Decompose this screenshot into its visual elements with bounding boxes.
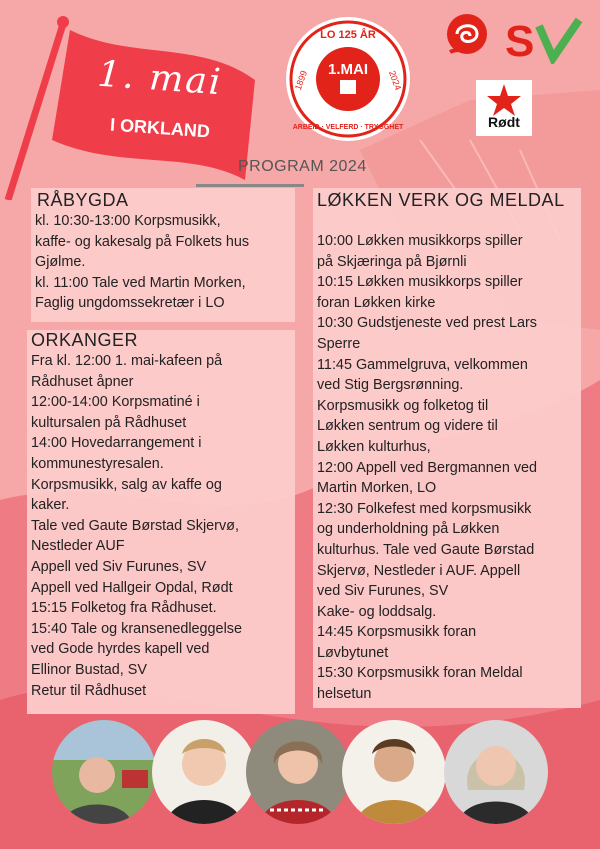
list-item: kaker. [31, 497, 70, 514]
list-item: foran Løkken kirke [317, 294, 436, 311]
list-item: kl. 10:30-13:00 Korpsmusikk, [35, 213, 221, 229]
orkanger-section [27, 330, 295, 714]
badge-bottom-text: ARBEID · VELFERD · TRYGGHET [292, 124, 404, 131]
ap-rose-icon [442, 12, 492, 60]
list-item: 14:00 Hovedarrangement i [31, 435, 202, 452]
list-item: på Skjæringa på Bjørnli [317, 253, 467, 270]
badge-center-text: 1.MAI [327, 61, 369, 78]
list-item: Rådhuset åpner [31, 373, 134, 390]
person-photo-4 [342, 720, 446, 824]
list-item: Appell ved Siv Furunes, SV [31, 558, 207, 575]
list-item: Tale ved Gaute Børstad Skjervø, [31, 517, 239, 534]
list-item: Kake- og loddsalg. [317, 603, 437, 620]
lokken-title: LØKKEN VERK OG MELDAL [317, 190, 565, 210]
person-photo-1 [52, 720, 156, 824]
program-heading: PROGRAM 2024 [238, 158, 367, 175]
list-item: Appell ved Hallgeir Opdal, Rødt [31, 579, 233, 596]
list-item: 15:15 Folketog fra Rådhuset. [31, 600, 217, 617]
person-photo-3 [246, 720, 350, 824]
list-item: 12:00 Appell ved Bergmannen ved [317, 459, 538, 476]
list-item: 10:00 Løkken musikkorps spiller [317, 233, 523, 249]
list-item: 10:15 Løkken musikkorps spiller [317, 274, 523, 291]
person-photo-2 [152, 720, 256, 824]
rabygda-title: RÅBYGDA [37, 190, 129, 210]
person-photo-5 [444, 720, 548, 824]
badge-year-left: 1899 [292, 69, 310, 92]
list-item: 15:30 Korpsmusikk foran Meldal [317, 665, 523, 682]
list-item: Gjølme. [35, 254, 86, 271]
list-item: kommunestyresalen. [31, 455, 164, 472]
list-item: Martin Morken, LO [317, 480, 437, 497]
rabygda-lines [35, 211, 295, 314]
list-item: Korpsmusikk, salg av kaffe og [31, 476, 222, 493]
lo-125-badge [283, 14, 413, 144]
list-item: kultursalen på Rådhuset [31, 414, 187, 431]
list-item: helsetun [317, 686, 372, 703]
flag-title: 1. mai [96, 53, 224, 104]
lokken-lines [317, 231, 581, 705]
svg-text:S: S [505, 17, 535, 64]
sv-logo-icon [505, 16, 585, 64]
list-item: kl. 11:00 Tale ved Martin Morken, [35, 274, 246, 291]
list-item: Løvbytunet [317, 644, 389, 661]
rabygda-section [31, 188, 295, 322]
list-item: 12:30 Folkefest med korpsmusikk [317, 500, 532, 517]
rodt-label: Rødt [488, 114, 520, 130]
list-item: Skjervø, Nestleder i AUF. Appell [317, 562, 521, 579]
list-item: 15:40 Tale og kransenedleggelse [31, 620, 242, 637]
lokken-section [313, 188, 581, 708]
rodt-logo [476, 80, 532, 136]
list-item: Nestleder AUF [31, 538, 125, 555]
list-item: Sperre [317, 335, 361, 352]
list-item: ved Gode hyrdes kapell ved [31, 641, 210, 658]
list-item: Løkken kulturhus, [317, 438, 431, 455]
fist-icon [340, 80, 356, 94]
list-item: kulturhus. Tale ved Gaute Børstad [317, 541, 535, 558]
list-item: ved Stig Bergsrønning. [317, 377, 464, 394]
list-item: Løkken sentrum og videre til [317, 418, 498, 435]
list-item: Faglig ungdomssekretær i LO [35, 295, 225, 312]
list-item: Fra kl. 12:00 1. mai-kafeen på [31, 353, 223, 369]
list-item: og underholdning på Løkken [317, 521, 500, 538]
list-item: kaffe- og kakesalg på Folkets hus [35, 233, 250, 250]
list-item: 12:00-14:00 Korpsmatiné i [31, 394, 200, 411]
list-item: 11:45 Gammelgruva, velkommen [317, 356, 528, 373]
list-item: Korpsmusikk og folketog til [317, 397, 489, 414]
orkanger-lines [31, 351, 295, 701]
flag-subtitle: I ORKLAND [109, 114, 211, 142]
orkanger-title: ORKANGER [31, 330, 139, 350]
list-item: ved Siv Furunes, SV [317, 583, 449, 600]
program-underline [196, 184, 304, 187]
list-item: Retur til Rådhuset [31, 682, 147, 699]
list-item: 10:30 Gudstjeneste ved prest Lars [317, 315, 537, 332]
list-item: 14:45 Korpsmusikk foran [317, 624, 477, 641]
badge-year-right: 2024 [386, 69, 404, 92]
list-item: Ellinor Bustad, SV [31, 661, 147, 678]
badge-top-text: LO 125 ÅR [320, 29, 376, 41]
